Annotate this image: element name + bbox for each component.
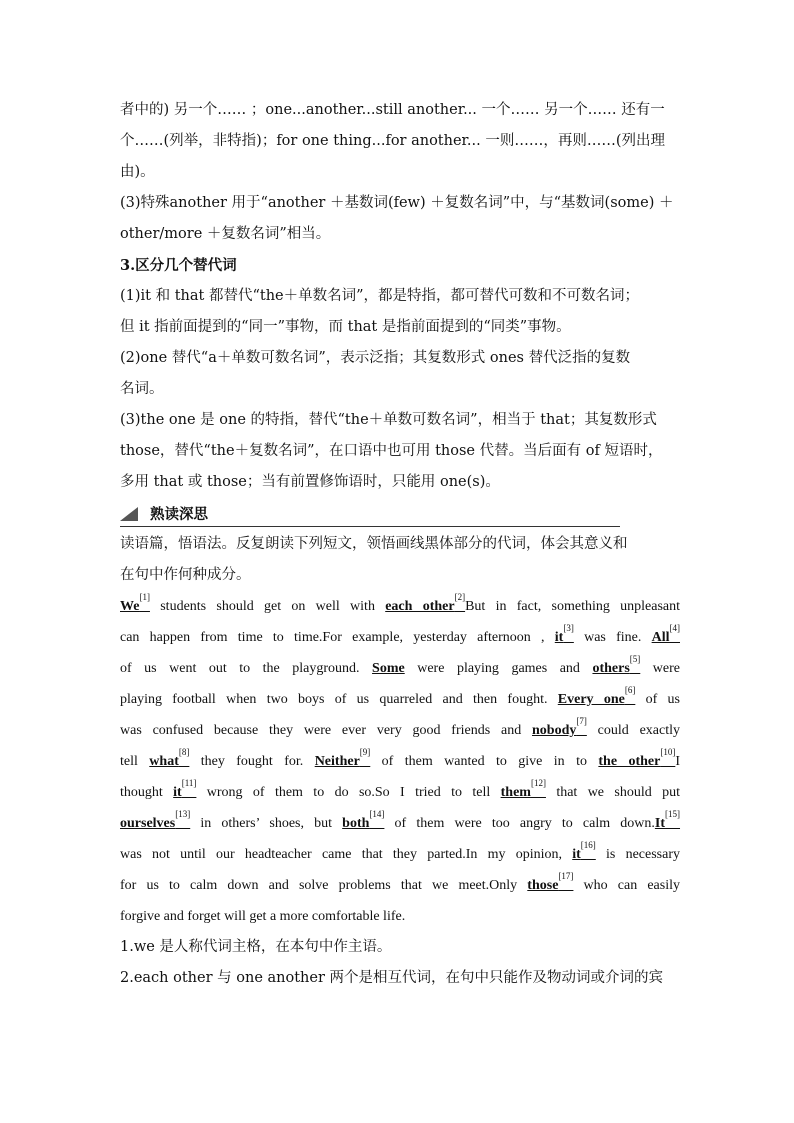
pronoun-it: it[16]: [572, 840, 596, 862]
pronoun-ourselves: ourselves[13]: [120, 809, 191, 831]
rule-line: 但 it 指前面提到的“同一”事物，而 that 是指前面提到的“同类”事物。: [120, 319, 571, 335]
rule-line: 者中的) 另一个…… ；one...another...still another... 一个…… 另一个…… 还有一: [120, 102, 665, 118]
rule-line: (3)the one 是 one 的特指，替代“the＋单数可数名词”，相当于 that；其复数形式: [120, 412, 657, 428]
rule-line: other/more ＋复数名词”相当。: [120, 226, 331, 242]
rule-line: (2)one 替代“a＋单数可数名词”，表示泛指；其复数形式 ones 替代泛指的复数: [120, 350, 631, 366]
passage-line: We[1] students should get on well with each other[2]But in fact, something unpleasant: [120, 592, 680, 614]
passage-line: was confused because they were ever very good friends and nobody[7] could exactly: [120, 716, 680, 738]
note-line: 2.each other 与 one another 两个是相互代词，在句中只能作及物动词或介词的宾: [120, 970, 664, 986]
section-header: [120, 498, 680, 529]
pronoun-what: what[8]: [149, 747, 190, 769]
passage-line: tell what[8] they fought for. Neither[9] of them wanted to give in to the other[10]I: [120, 747, 680, 769]
passage-line: playing football when two boys of us quarreled and then fought. Every one[6] of us: [120, 685, 681, 707]
pronoun-it: it[3]: [554, 623, 574, 645]
rule-line: (3)特殊another 用于“another ＋基数词(few) ＋复数名词”中，与“基数词(some) ＋: [120, 195, 674, 211]
pronoun-nobody: nobody[7]: [532, 716, 587, 738]
passage-line: forgive and forget will get a more comfortable life.: [120, 909, 406, 924]
instruction-line: 在句中作何种成分。: [120, 567, 251, 583]
rule-line: 名词。: [120, 381, 164, 397]
passage-line: ourselves[13] in others’ shoes, but both[14] of them were too angry to calm down.It[15]: [120, 809, 681, 831]
section-title: 熟读深思: [150, 506, 208, 523]
pronoun-it: It[15]: [654, 809, 681, 831]
pronoun-neither: Neither[9]: [314, 747, 371, 769]
instruction-line: 读语篇，悟语法。反复朗读下列短文，领悟画线黑体部分的代词，体会其意义和: [120, 536, 628, 552]
pronoun-some: Some: [372, 661, 405, 676]
rule-line: 个……(列举，非特指)；for one thing...for another... 一则……，再则……(列出理: [120, 133, 665, 149]
pronoun-every-one: Every one[6]: [557, 685, 636, 707]
pronoun-we: We[1]: [120, 592, 150, 614]
pronoun-the-other: the other[10]: [598, 747, 676, 769]
pronoun-both: both[14]: [342, 809, 385, 831]
passage-line: thought it[11] wrong of them to do so.So I tried to tell them[12] that we should put: [120, 778, 680, 800]
passage-line: can happen from time to time.For example, yesterday afternoon , it[3] was fine. All[4]: [120, 623, 680, 645]
pronoun-each-other: each other[2]: [385, 592, 466, 614]
rule-line: 由)。: [120, 164, 155, 180]
rule-line: (1)it 和 that 都替代“the＋单数名词”，都是特指，都可替代可数和不可数名词；: [120, 288, 640, 304]
section-divider: [120, 526, 620, 527]
rule-line: 多用 that 或 those；当有前置修饰语时，只能用 one(s)。: [120, 474, 500, 490]
pronoun-it: it[11]: [173, 778, 197, 800]
pronoun-all: All[4]: [651, 623, 680, 645]
passage-line: was not until our headteacher came that they parted.In my opinion, it[16] is necessary: [120, 840, 680, 862]
passage-line: for us to calm down and solve problems that we meet.Only those[17] who can easily: [120, 871, 681, 893]
heading-3: 3.区分几个替代词: [120, 257, 237, 274]
pronoun-those: those[17]: [527, 871, 574, 893]
document-page: [120, 95, 680, 994]
reading-passage: [120, 591, 680, 932]
triangle-marker-icon: [120, 507, 138, 521]
pronoun-others: others[5]: [592, 654, 641, 676]
rule-line: those，替代“the＋复数名词”，在口语中也可用 those 代替。当后面有 of 短语时，: [120, 443, 663, 459]
passage-line: of us went out to the playground. Some were playing games and others[5] were: [120, 654, 680, 676]
pronoun-them: them[12]: [500, 778, 546, 800]
note-line: 1.we 是人称代词主格，在本句中作主语。: [120, 939, 392, 955]
